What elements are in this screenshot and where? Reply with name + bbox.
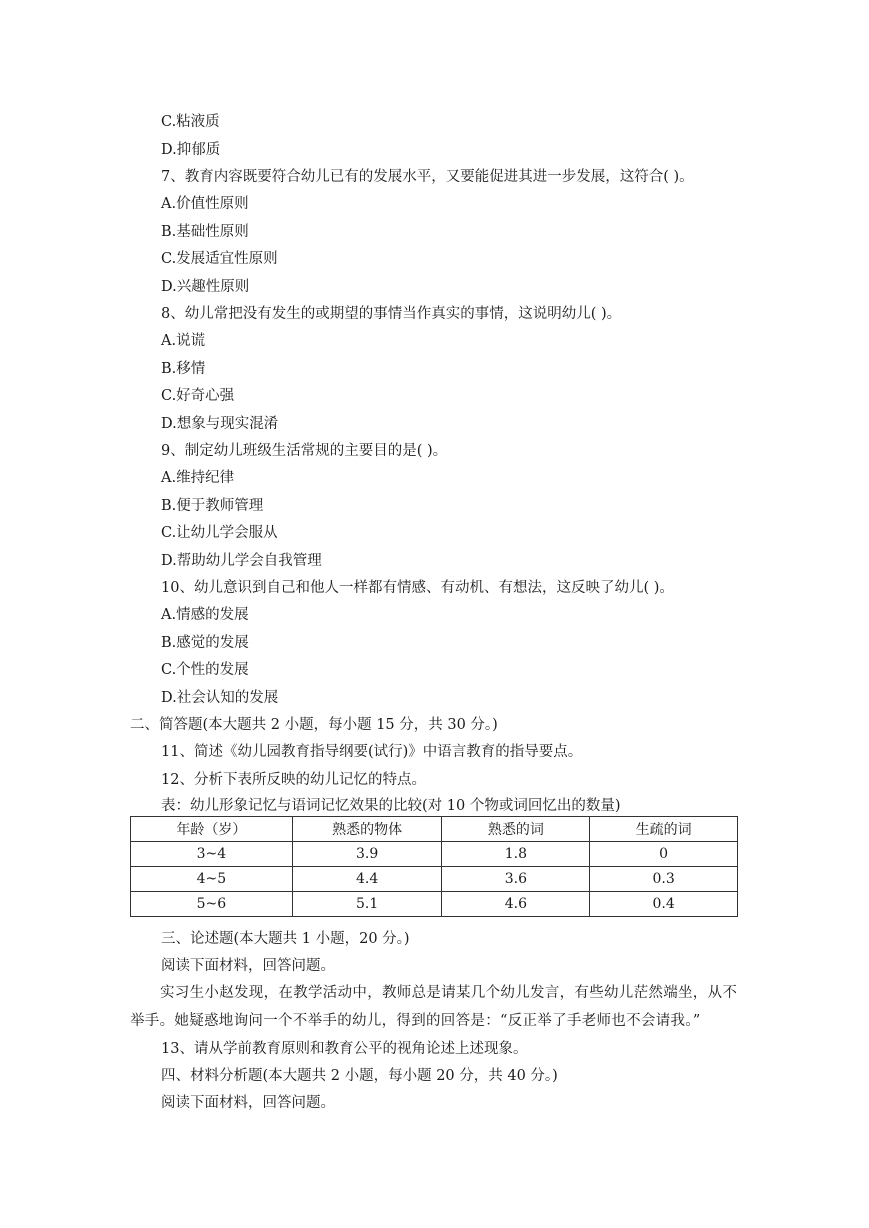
q10-stem: 10、幼儿意识到自己和他人一样都有情感、有动机、有想法，这反映了幼儿( )。: [161, 580, 674, 596]
q8-stem: 8、幼儿常把没有发生的或期望的事情当作真实的事情，这说明幼儿( )。: [161, 306, 622, 322]
table-cell: 5~6: [131, 892, 293, 917]
table-header-cell: 熟悉的物体: [292, 817, 442, 842]
q7-stem: 7、教育内容既要符合幼儿已有的发展水平，又要能促进其进一步发展，这符合( )。: [161, 169, 694, 185]
section4-heading: 四、材料分析题(本大题共 2 小题，每小题 20 分，共 40 分。): [161, 1068, 558, 1084]
q10-option-a: A.情感的发展: [161, 607, 249, 623]
q8-option-c: C.好奇心强: [161, 388, 235, 404]
table-cell: 0: [590, 842, 738, 867]
table-cell: 0.4: [590, 892, 738, 917]
table-cell: 4.6: [442, 892, 590, 917]
table-header-row: [131, 817, 738, 842]
q9-stem: 9、制定幼儿班级生活常规的主要目的是( )。: [161, 443, 448, 459]
q8-option-a: A.说谎: [161, 333, 206, 349]
q10-option-c: C.个性的发展: [161, 662, 249, 678]
section3-material: 实习生小赵发现，在教学活动中，教师总是请某几个幼儿发言，有些幼儿茫然端坐，从不举手。她疑惑地询问一个不举手的幼儿，得到的回答是：“反正举了手老师也不会请我。”: [130, 985, 738, 1029]
q6-option-c: C.粘液质: [161, 114, 220, 130]
table-cell: 5.1: [292, 892, 442, 917]
table-cell: 4.4: [292, 867, 442, 892]
table-cell: 3.9: [292, 842, 442, 867]
q9-option-d: D.帮助幼儿学会自我管理: [161, 553, 322, 569]
q13-stem: 13、请从学前教育原则和教育公平的视角论述上述现象。: [161, 1041, 528, 1057]
section3-instruction: 阅读下面材料，回答问题。: [161, 958, 335, 974]
q8-option-d: D.想象与现实混淆: [161, 416, 279, 432]
q11-stem: 11、简述《幼儿园教育指导纲要(试行)》中语言教育的指导要点。: [161, 744, 583, 760]
table-cell: 1.8: [442, 842, 590, 867]
q9-option-c: C.让幼儿学会服从: [161, 525, 278, 541]
table-row: [131, 842, 738, 867]
table-caption: 表：幼儿形象记忆与语词记忆效果的比较(对 10 个物或词回忆出的数量): [161, 798, 621, 814]
table-row: [131, 867, 738, 892]
section2-heading: 二、简答题(本大题共 2 小题，每小题 15 分，共 30 分。): [130, 717, 498, 733]
section4-instruction: 阅读下面材料，回答问题。: [161, 1095, 335, 1111]
table-row: [131, 892, 738, 917]
table-cell: 3.6: [442, 867, 590, 892]
table-cell: 4~5: [131, 867, 293, 892]
memory-comparison-table: [130, 816, 738, 917]
q7-option-a: A.价值性原则: [161, 196, 249, 212]
table-header-cell: 生疏的词: [590, 817, 738, 842]
q7-option-b: B.基础性原则: [161, 224, 249, 240]
q12-stem: 12、分析下表所反映的幼儿记忆的特点。: [161, 772, 426, 788]
q7-option-d: D.兴趣性原则: [161, 279, 250, 295]
q6-option-d: D.抑郁质: [161, 142, 221, 158]
q9-option-b: B.便于教师管理: [161, 498, 264, 514]
table-cell: 0.3: [590, 867, 738, 892]
table-cell: 3~4: [131, 842, 293, 867]
section3-heading: 三、论述题(本大题共 1 小题，20 分。): [161, 931, 410, 947]
q10-option-d: D.社会认知的发展: [161, 690, 279, 706]
table-header-cell: 熟悉的词: [442, 817, 590, 842]
q9-option-a: A.维持纪律: [161, 470, 235, 486]
q8-option-b: B.移情: [161, 361, 206, 377]
table-header-cell: 年龄（岁）: [131, 817, 293, 842]
q7-option-c: C.发展适宜性原则: [161, 251, 278, 267]
q10-option-b: B.感觉的发展: [161, 635, 249, 651]
